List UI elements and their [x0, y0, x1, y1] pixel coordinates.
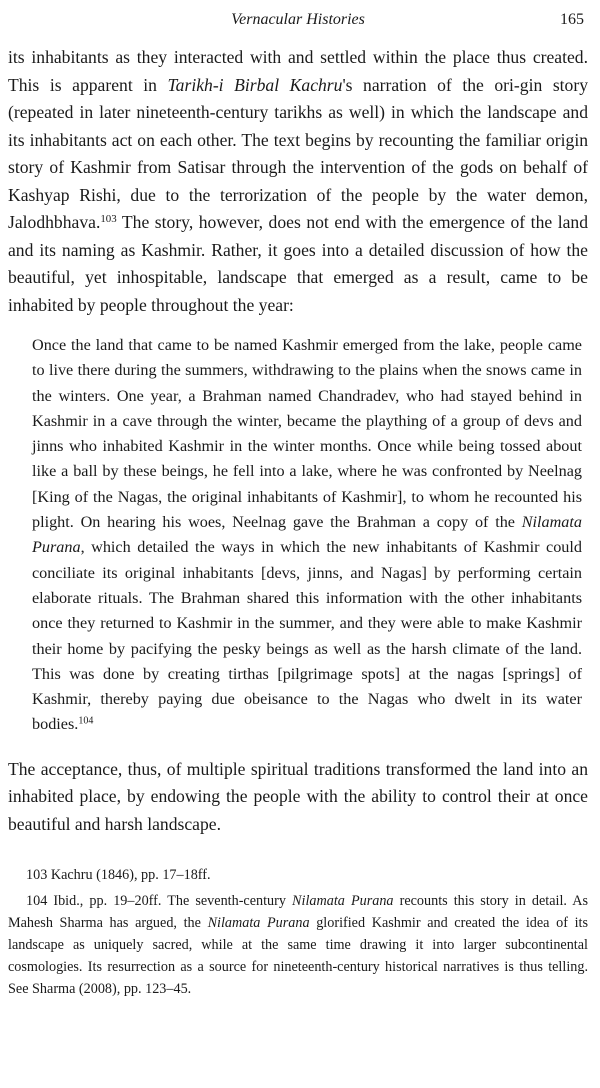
- text-span: glorified Kashmir and created the idea of its landscape as uniquely sacred, while at the same time drawing it into larger subcontinental cosmologies. Its resurrection as a source for nineteenth-century historical narratives is thus telling. See Sharma (2008), pp. 123–45.: [8, 915, 588, 998]
- text-span: Ibid., pp. 19–20ff. The seventh-century: [53, 893, 293, 910]
- book-title: Nilamata Purana: [32, 513, 582, 557]
- text-span: recounts this story in detail. As Mahesh Sharma has argued, the: [8, 893, 588, 932]
- book-title: Nilamata Purana: [292, 893, 394, 910]
- running-title: Vernacular Histories: [231, 11, 365, 28]
- body-paragraph-2: The acceptance, thus, of multiple spiritual traditions transformed the land into an inhabited place, by endowing the people with the ability to control their at once beautiful and harsh landscape.: [8, 758, 588, 834]
- body-paragraph-1: [8, 44, 588, 319]
- footnotes: [8, 864, 588, 1000]
- footnote-ref-103[interactable]: 103: [100, 213, 117, 225]
- footnote-104: [8, 890, 588, 1000]
- footnote-number: 104: [26, 893, 48, 910]
- footnote-ref-104[interactable]: 104: [78, 715, 94, 727]
- block-quote: [32, 333, 582, 738]
- text-span: The story, however, does not end with the emergence of the land and its naming as Kashmir. Rather, it goes into a detailed discussion of how the beautiful, yet inhospitable, landscape that emerged as a result, came to be inhabited by people throughout the year:: [8, 212, 588, 315]
- text-span: Once the land that came to be named Kashmir emerged from the lake, people came to live there during the summers, withdrawing to the plains when the snows came in the winters. One year, a Brahman named Chandradev, who had stayed behind in Kashmir in a cave through the winter, became the plaything of a group of devs and jinns who inhabited Kashmir in the winter months. Once while being tossed about like a ball by these beings, he fell into a lake, where he was confronted by Neelnag [King of the Nagas, the original inhabitants of Kashmir], to whom he recounted his plight. On hearing his woes, Neelnag gave the Brahman a copy of the: [32, 336, 582, 532]
- footnote-number: 103: [26, 867, 48, 884]
- book-title: Tarikh-i Birbal Kachru: [167, 74, 343, 95]
- text-span: its inhabitants as they interacted with and settled within the place thus created. This is apparent in: [8, 47, 588, 95]
- book-title: Nilamata Purana: [207, 915, 310, 932]
- text-span: , which detailed the ways in which the new inhabitants of Kashmir could conciliate its original inhabitants [devs, jinns, and Nagas] by performing certain elaborate rituals. The Brahman shared this information with the other inhabitants once they returned to Kashmir in the summer, and they were able to make Kashmir their home by pacifying the pesky beings as well as the harsh climate of the land. This was done by creating tirthas [pilgrimage spots] at the nagas [springs] of Kashmir, thereby paying due obeisance to the Nagas who dwelt in its water bodies.: [32, 538, 582, 734]
- running-head: [8, 6, 588, 34]
- footnote-text: Kachru (1846), pp. 17–18ff.: [50, 867, 211, 884]
- text-span: 's narration of the ori-gin story (repeated in later nineteenth-century tarikhs as well) in which the landscape and its inhabitants act on each other. The text begins by recounting the familiar origin story of Kashmir from Satisar through the intervention of the gods on behalf of Kashyap Rishi, due to the terrorization of the people by the water demon, Jalodhbhava.: [8, 74, 589, 232]
- footnote-103: [8, 864, 588, 886]
- page-number: 165: [560, 11, 584, 28]
